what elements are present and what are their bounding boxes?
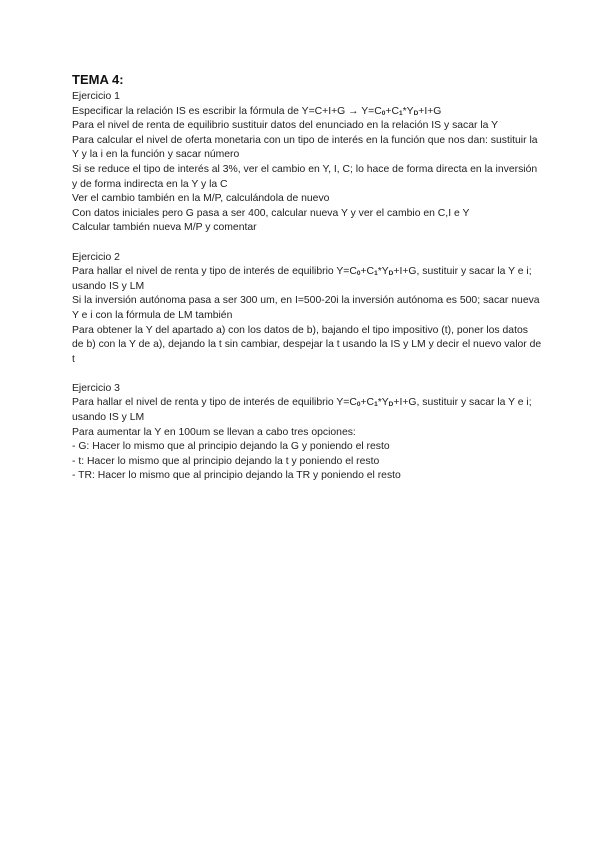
exercise-1 [72, 90, 542, 236]
ex2-line1-tail: +I+G, sustituir y sacar la Y e i; usando IS y LM [72, 266, 532, 292]
exercise-2-heading: Ejercicio 2 [72, 251, 120, 263]
times-y: *Y [402, 105, 414, 117]
exercise-3-line-5: - TR: Hacer lo mismo que al principio dejando la TR y poniendo el resto [72, 470, 401, 482]
exercise-1-line-7: Calcular también nueva M/P y comentar [72, 222, 257, 234]
tail: +I+G [418, 105, 442, 117]
exercise-2-line-2: Si la inversión autónoma pasa a ser 300 um, en I=500-20i la inversión autónoma es 500; sacar nueva Y e i con la fórmula de LM también [72, 295, 540, 321]
times-y: *Y [377, 266, 389, 278]
document-page [72, 72, 542, 499]
ex3-line1-text: Para hallar el nivel de renta y tipo de interés de equilibrio Y=C [72, 397, 357, 409]
exercise-1-line-2: Para el nivel de renta de equilibrio sustituir datos del enunciado en la relación IS y sacar la Y [72, 120, 499, 132]
exercise-1-line-1 [72, 105, 542, 120]
exercise-2-line-3: Para obtener la Y del apartado a) con los datos de b), bajando el tipo impositivo (t), poner los datos de b) con la Y de a), dejando la t sin cambiar, despejar la t usando la IS y LM y decir el nuevo valor de t [72, 324, 542, 365]
exercise-3 [72, 382, 542, 484]
plus-c: +C [385, 105, 399, 117]
ex1-line1-text: Especificar la relación IS es escribir la fórmula de Y=C+I+G → Y=C [72, 105, 382, 117]
exercise-1-line-4: Si se reduce el tipo de interés al 3%, ver el cambio en Y, I, C; lo hace de forma directa en la inversión y de forma indirecta en la Y y la C [72, 163, 538, 190]
exercise-2 [72, 251, 542, 368]
plus-c: +C [360, 397, 375, 409]
sub-d: D [413, 109, 419, 117]
sub-d: D [388, 270, 394, 278]
exercise-2-line-1 [72, 265, 542, 294]
sub-0: 0 [381, 109, 386, 117]
exercise-3-line-1 [72, 396, 542, 425]
exercise-3-line-4: - t: Hacer lo mismo que al principio dejando la t y poniendo el resto [72, 455, 380, 467]
exercise-1-heading: Ejercicio 1 [72, 91, 120, 102]
times-y: *Y [377, 397, 389, 409]
sub-1: 1 [374, 401, 378, 409]
exercise-3-heading: Ejercicio 3 [72, 382, 120, 394]
page-title: TEMA 4: [72, 72, 124, 87]
exercise-1-line-6: Con datos iniciales pero G pasa a ser 400, calcular nueva Y y ver el cambio en C,I e Y [72, 207, 470, 219]
sub-d: D [388, 401, 394, 409]
sub-1: 1 [374, 270, 378, 278]
sub-0: 0 [356, 401, 361, 409]
exercise-1-line-3: Para calcular el nivel de oferta monetaria con un tipo de interés en la función que nos dan: sustituir la Y y la i en la función y sacar número [72, 134, 538, 161]
plus-c: +C [360, 266, 375, 278]
ex3-line1-tail: +I+G, sustituir y sacar la Y e i; usando IS y LM [72, 397, 532, 424]
sub-0: 0 [356, 270, 361, 278]
sub-1: 1 [398, 109, 403, 117]
ex2-line1-text: Para hallar el nivel de renta y tipo de interés de equilibrio Y=C [72, 266, 357, 278]
exercise-3-line-3: - G: Hacer lo mismo que al principio dejando la G y poniendo el resto [72, 441, 390, 453]
exercise-3-line-2: Para aumentar la Y en 100um se llevan a cabo tres opciones: [72, 426, 356, 438]
exercise-1-line-5: Ver el cambio también en la M/P, calculándola de nuevo [72, 193, 330, 205]
